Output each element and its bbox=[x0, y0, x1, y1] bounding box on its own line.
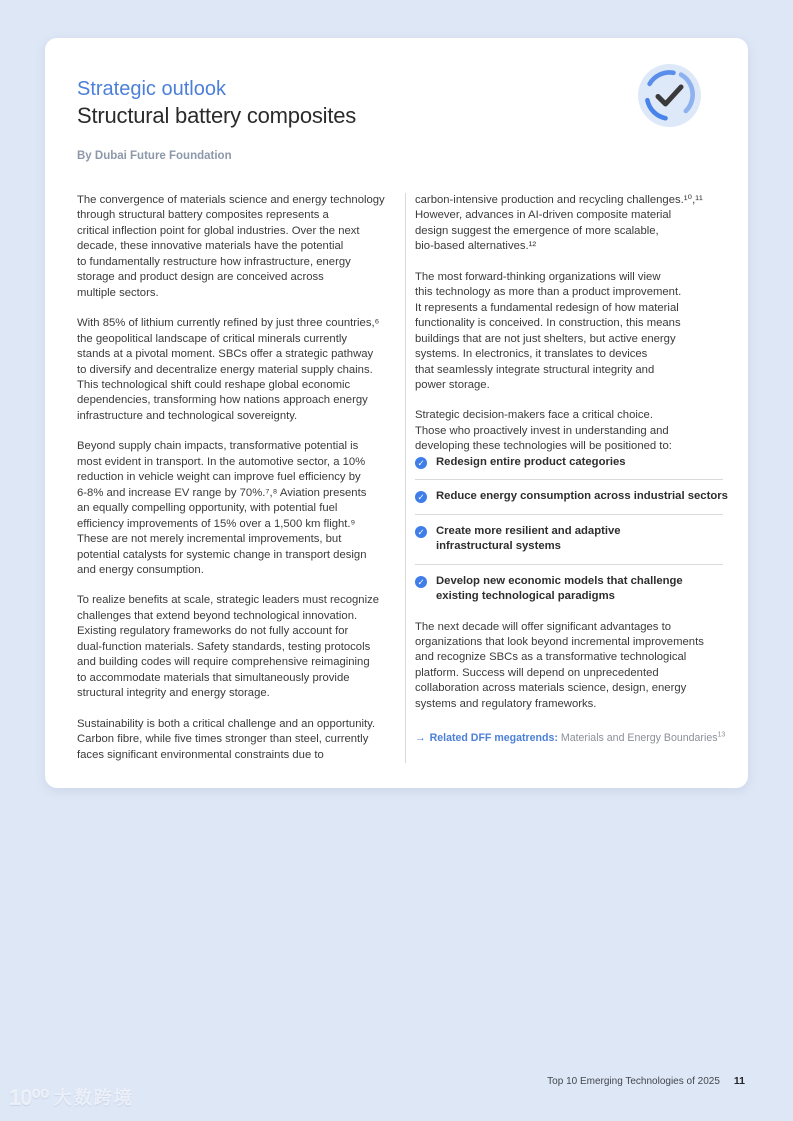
bullet-text: Develop new economic models that challenge existing technological paradigms bbox=[436, 574, 683, 603]
bullet-separator bbox=[415, 564, 723, 565]
paragraph: The convergence of materials science and energy technology through structural battery composites represents a critical inflection point for global industries. Over the next decade, these innovative materials have the potential to fundamentally restructure how infrastructure, energy storage and product design are conceived across multiple sectors. bbox=[77, 194, 385, 299]
right-column-intro bbox=[415, 193, 749, 455]
bullet-item bbox=[415, 574, 749, 605]
footer-title: Top 10 Emerging Technologies of 2025 bbox=[547, 1076, 720, 1087]
right-column bbox=[406, 193, 749, 763]
paragraph: With 85% of lithium currently refined by just three countries,⁶ the geopolitical landscape of critical minerals currently stands at a pivotal moment. SBCs offer a strategic pathway to diversify and decentralize energy material supply chains. This technological shift could reshape global economic dependencies, transforming how nations approach energy infrastructure and technological sovereignty. bbox=[77, 317, 380, 422]
watermark-text: 大数跨境 bbox=[53, 1088, 134, 1108]
related-megatrends-link[interactable]: Related DFF megatrends: bbox=[429, 732, 558, 745]
paragraph: Strategic decision-makers face a critical choice. Those who proactively invest in understanding and developing these technologies will be positioned to: bbox=[415, 409, 672, 453]
two-column-body bbox=[77, 193, 749, 763]
card-header bbox=[77, 76, 716, 162]
paragraph: The next decade will offer significant advantages to organizations that look beyond incremental improvements and recognize SBCs as a transformative technological platform. Success will depend on unprecedented collaboration across materials science, design, energy systems and regulatory frameworks. bbox=[415, 620, 704, 710]
check-progress-icon bbox=[638, 64, 701, 127]
bullet-text: Create more resilient and adaptive infrastructural systems bbox=[436, 524, 621, 553]
watermark bbox=[9, 1087, 134, 1109]
footnote-ref: 13 bbox=[717, 731, 726, 739]
paragraph: Beyond supply chain impacts, transformative potential is most evident in transport. In the automotive sector, a 10% reduction in vehicle weight can improve fuel efficiency by 6-8% and increase EV range by 70%.⁷,⁸ Aviation presents an equally compelling opportunity, with potential fuel efficiency improvements of 15% over a 1,500 km flight.⁹ These are not merely incremental improvements, but potential catalysts for systemic change in transport design and energy consumption. bbox=[77, 440, 367, 576]
check-circle-icon: ✓ bbox=[415, 491, 427, 503]
paragraph: Sustainability is both a critical challenge and an opportunity. Carbon fibre, while five times stronger than steel, currently faces significant environmental constraints due to bbox=[77, 717, 376, 761]
check-circle-icon: ✓ bbox=[415, 457, 427, 469]
bullet-list bbox=[415, 455, 749, 605]
check-circle-icon: ✓ bbox=[415, 576, 427, 588]
bullet-item bbox=[415, 524, 749, 555]
bullet-item bbox=[415, 455, 749, 470]
byline: By Dubai Future Foundation bbox=[77, 150, 232, 162]
paragraph: To realize benefits at scale, strategic leaders must recognize challenges that extend beyond technological innovation. Existing regulatory frameworks do not fully account for dual-function materials. Safety standards, testing protocols and building codes will require comprehensive reimagining to accommodate materials that simultaneously provide structural integrity and energy storage. bbox=[77, 594, 380, 700]
bullet-text: Redesign entire product categories bbox=[436, 455, 626, 468]
paragraph: The most forward-thinking organizations will view this technology as more than a product improvement. It represents a fundamental redesign of how material functionality is conceived. In construction, this means buildings that are not just shelters, but active energy systems. In electronics, it translates to devices that seamlessly integrate structural integrity and power storage. bbox=[415, 270, 682, 391]
bullet-item bbox=[415, 489, 749, 504]
content-card bbox=[45, 38, 748, 788]
watermark-logo: 10⁰⁰ bbox=[9, 1085, 49, 1110]
bullet-separator bbox=[415, 514, 723, 515]
arrow-right-icon: → bbox=[415, 732, 426, 745]
page-number: 11 bbox=[733, 1075, 745, 1087]
paragraph: carbon-intensive production and recycling challenges.¹⁰,¹¹ However, advances in AI-driven composite material design suggest the emergence of more scalable, bio-based alternatives.¹² bbox=[415, 194, 703, 253]
bullet-text: Reduce energy consumption across industrial sectors bbox=[436, 490, 728, 503]
left-column bbox=[77, 193, 406, 763]
bullet-separator bbox=[415, 479, 723, 480]
related-megatrends-value: Materials and Energy Boundaries$^{13}$ bbox=[557, 731, 726, 745]
page-footer bbox=[547, 1075, 745, 1087]
related-megatrends bbox=[415, 731, 749, 745]
check-circle-icon: ✓ bbox=[415, 526, 427, 538]
section-eyebrow: Strategic outlook bbox=[77, 78, 226, 100]
page-title: Structural battery composites bbox=[77, 103, 357, 128]
right-column-closing bbox=[415, 620, 749, 713]
